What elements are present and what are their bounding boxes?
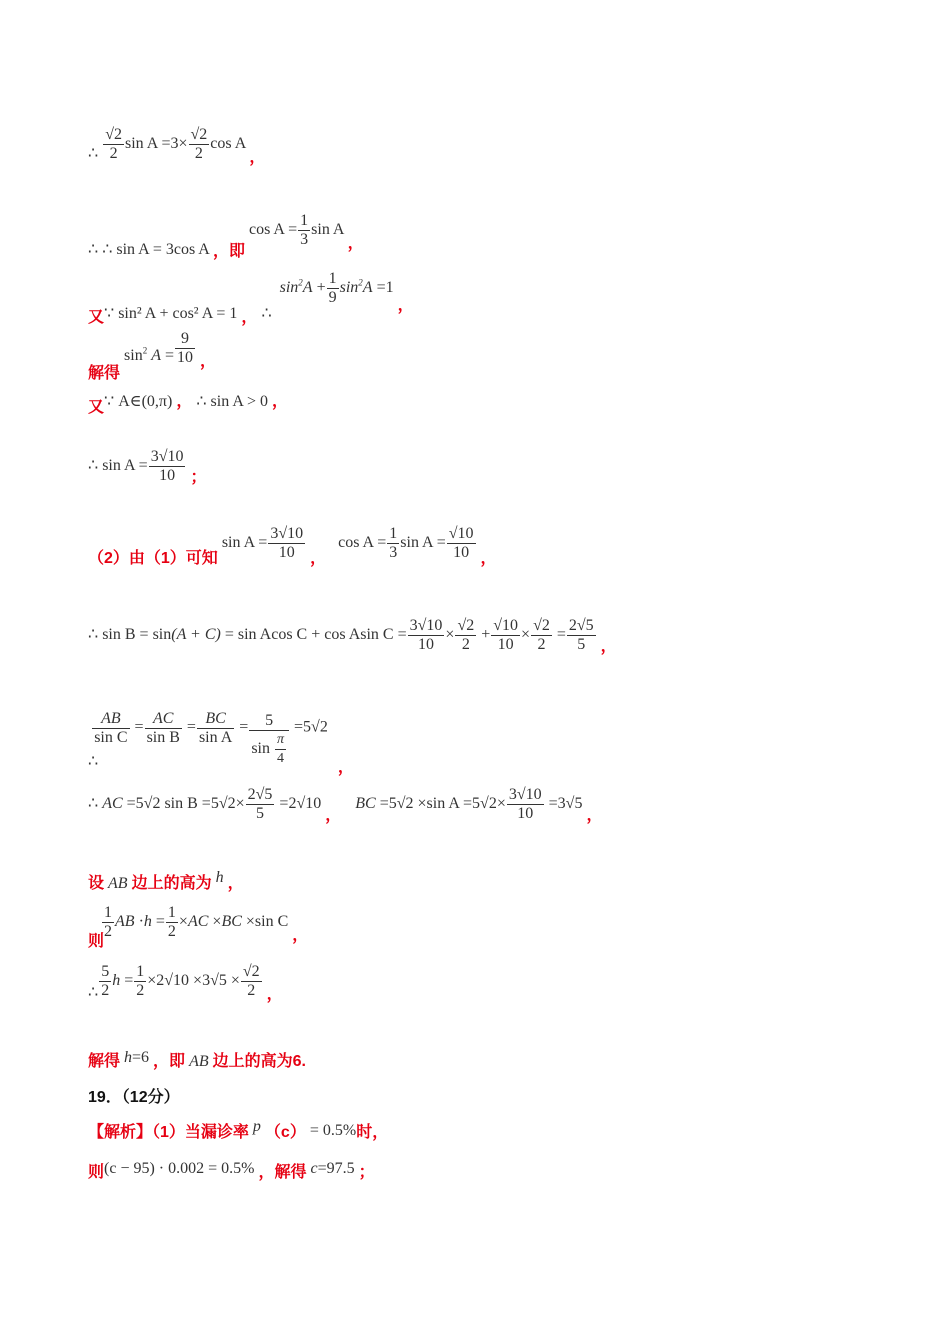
eq-line-2: ∴ ∴ sin A = 3cos A ，即 cos A = $\frac{1}{3}$ sin A ， — [88, 212, 364, 261]
therefore-symbol: ∴ — [88, 145, 99, 163]
fraction: $\frac{1}{9}$ — [328, 270, 337, 306]
fraction: $\frac{1}{2}$ — [136, 963, 145, 999]
fraction: $\frac{AB}{\text{sin C}}$ — [94, 709, 128, 746]
fraction: $\frac{√10}{10}$ — [493, 617, 519, 653]
question-19-title: 19．（12分） — [88, 1089, 180, 1106]
fraction: $\frac{1}{2}$ — [167, 904, 176, 940]
equation: ∴ sin A > 0 — [196, 393, 269, 410]
eq-line-13: ∴ $\frac{5}{2}$ h = $\frac{1}{2}$ ×2√10 ×3√5 × $\frac{√2}{2}$ ， — [88, 963, 283, 1004]
fraction: $\frac{1}{3}$ — [389, 525, 398, 561]
equation: ∵ A∈(0,π) — [104, 393, 173, 410]
fraction: $\frac{2√5}{5}$ — [247, 786, 273, 822]
eq-line-1: ∴ $\frac{√2}{2}$ sin A =3× $\frac{√2}{2}$ cos A ， — [88, 126, 266, 167]
fraction: $\frac{√2}{2}$ — [242, 963, 260, 999]
eq-line-9: ∴ $\frac{AB}{\text{sin C}}$ = $\frac{AC}{\text{sin B}}$ = $\frac{BC}{\text{sin A}}$ = 5 sin $\frac{\pi}{4}$ =5√2 ， — [88, 709, 354, 776]
fraction: $\frac{√10}{10}$ — [448, 525, 474, 561]
fraction: $\frac{5}{2}$ — [101, 963, 110, 999]
analysis-line: 【解析】（1）当漏诊率 p （c） = 0.5%时， — [88, 1118, 389, 1141]
eq-line-11: 设 AB 边上的高为 h ， — [88, 869, 244, 892]
fraction: $\frac{√2}{2}$ — [190, 126, 208, 162]
fraction: $\frac{1}{3}$ — [300, 212, 309, 248]
fraction: $\frac{√2}{2}$ — [457, 617, 475, 653]
fraction: $\frac{√2}{2}$ — [533, 617, 550, 653]
eq-line-7: （2）由（1）可知 sin A = $\frac{3√10}{10}$ ， cos A = $\frac{1}{3}$ sin A = $\frac{√10}{10}$ ， — [88, 525, 497, 568]
equation: ∵ sin² A + cos² A = 1 — [104, 305, 238, 323]
last-line: 则(c − 95) · 0.002 = 0.5% ，解得 c=97.5 ； — [88, 1160, 375, 1181]
eq-line-6: ∴ sin A = $\frac{3√10}{10}$ ； — [88, 448, 207, 487]
fraction: 5 sin $\frac{\pi}{4}$ — [249, 712, 289, 768]
fraction: $\frac{3√10}{10}$ — [409, 617, 443, 653]
fraction: $\frac{3√10}{10}$ — [508, 786, 542, 822]
equation: ∴ sin A = 3cos A — [102, 241, 209, 259]
fraction: $\frac{AC}{\text{sin B}}$ — [146, 709, 180, 746]
eq-line-8: ∴ sin B = sin(A + C) = sin Acos C + cos Asin C = $\frac{3√10}{10}$ × $\frac{√2}{2}$ + $\frac{√10}{10}$ × $\frac{√2}{2}$ = $\frac{2√5}{5}$ ， — [88, 617, 617, 656]
fraction: $\frac{3√10}{10}$ — [270, 525, 304, 561]
fraction: $\frac{3√10}{10}$ — [150, 448, 184, 484]
eq-line-5: 又∵ A∈(0,π) ， ∴ sin A > 0 ， — [88, 393, 289, 416]
fraction: $\frac{2√5}{5}$ — [568, 617, 594, 653]
fraction: $\frac{1}{2}$ — [104, 904, 113, 940]
eq-line-4: 解得 $\sin^2 A$ = $\frac{9}{10}$ ， — [88, 330, 217, 383]
fraction: $\frac{√2}{2}$ — [105, 126, 122, 162]
eq-line-3: 又∵ sin² A + cos² A = 1 ， ∴ $\sin^2A$ + $\frac{1}{9}$ $\sin^2A =1$ ， — [88, 270, 414, 327]
eq-line-10: ∴ AC =5√2 sin B =5√2× $\frac{2√5}{5}$ =2√10 ， BC =5√2 ×sin A =5√2× $\frac{3√10}{10}$ =3√5 ， — [88, 786, 603, 825]
eq-line-14: 解得 h=6 ，即 AB 边上的高为6. — [88, 1049, 306, 1070]
fraction: $\frac{9}{10}$ — [177, 330, 193, 366]
fraction: $\frac{BC}{\text{sin A}}$ — [198, 709, 233, 746]
eq-line-12: 则 $\frac{1}{2}$ AB ·h = $\frac{1}{2}$ ×AC ×BC ×sin C ， — [88, 904, 309, 951]
